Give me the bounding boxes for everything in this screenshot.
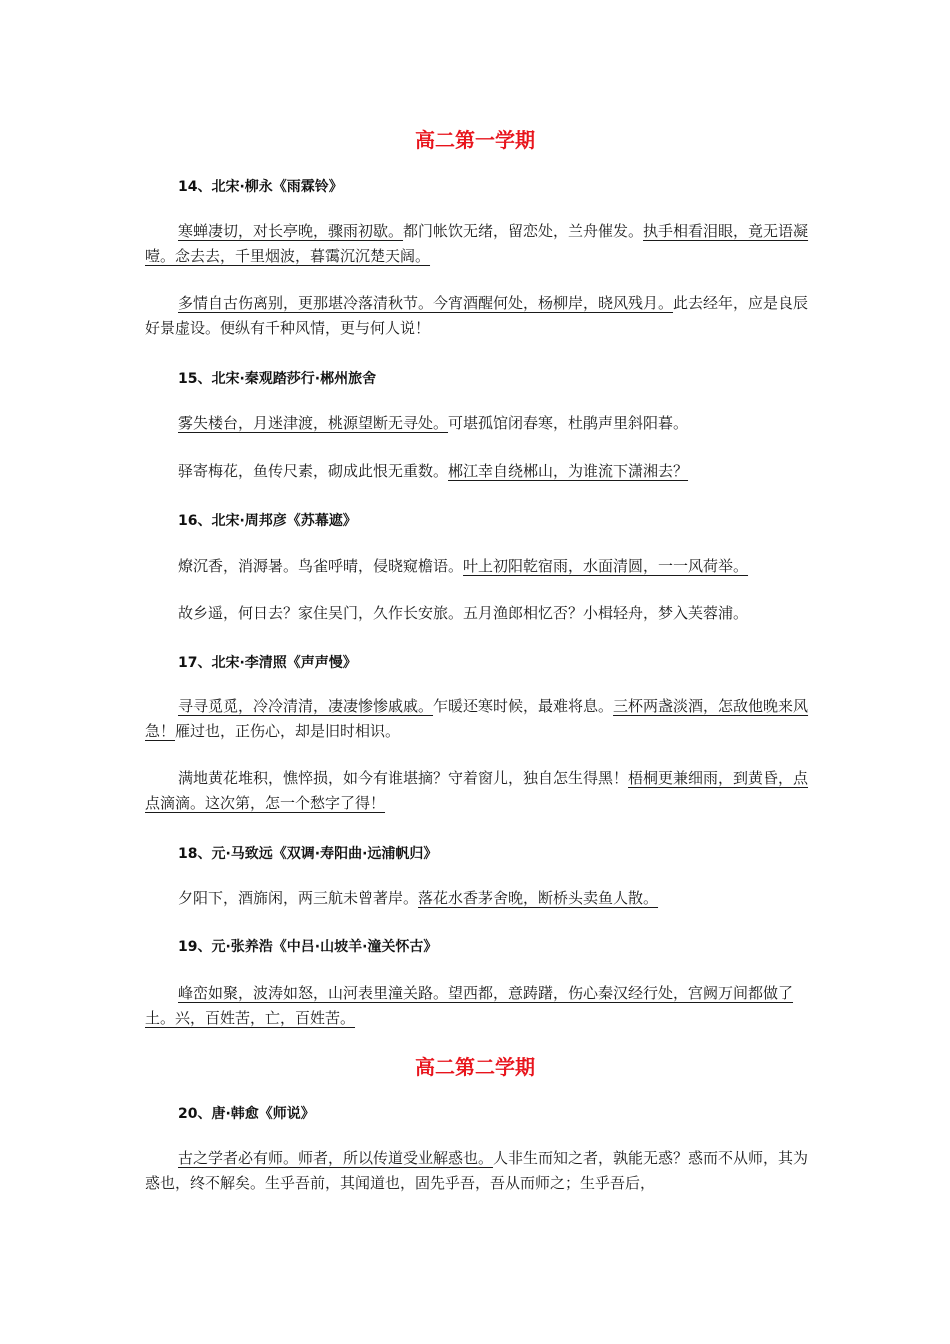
underlined-text: 寒蝉凄切，对长亭晚，骤雨初歇。 [178, 222, 404, 240]
underlined-text: 叶上初阳乾宿雨，水面清圆，一一风荷举。 [463, 557, 749, 575]
underlined-text: 雾失楼台，月迷津渡，桃源望断无寻处。 [178, 414, 449, 432]
poem-18-stanza-1 [145, 886, 810, 911]
underlined-text: 寻寻觅觅，冷冷清清，凄凄惨惨戚戚。 [178, 697, 434, 715]
underlined-text: 郴江幸自绕郴山，为谁流下潇湘去？ [448, 462, 689, 480]
poem-title-16: 16、北宋·周邦彦《苏幕遮》 [178, 513, 357, 529]
plain-text: 可堪孤馆闭春寒，杜鹃声里斜阳暮。 [448, 414, 689, 432]
poem-title-18: 18、元·马致远《双调·寿阳曲·远浦帆归》 [178, 846, 438, 862]
poem-title-14: 14、北宋·柳永《雨霖铃》 [178, 179, 343, 195]
poem-20-stanza-1 [145, 1146, 810, 1196]
underlined-text: 多情自古伤离别，更那堪冷落清秋节。今宵酒醒何处，杨柳岸，晓风残月。 [178, 294, 674, 312]
poem-title-19: 19、元·张养浩《中吕·山坡羊·潼关怀古》 [178, 939, 438, 955]
underlined-text: 古之学者必有师。师者，所以传道受业解惑也。 [178, 1149, 494, 1167]
underlined-text: 梧桐更兼细雨，到黄昏，点点滴滴。这次第，怎一个愁字了得！ [145, 769, 809, 812]
poem-title-17: 17、北宋·李清照《声声慢》 [178, 655, 357, 671]
poem-16-stanza-2 [145, 601, 810, 626]
section-title-semester-1: 高二第一学期 [415, 128, 535, 152]
plain-text: 夕阳下，酒旆闲，两三航未曾著岸。 [178, 889, 419, 907]
plain-text: 满地黄花堆积，憔悴损，如今有谁堪摘？守着窗儿，独自怎生得黑！ [178, 769, 629, 787]
plain-text: 故乡遥，何日去？家住吴门，久作长安旅。五月渔郎相忆否？小楫轻舟，梦入芙蓉浦。 [178, 604, 749, 622]
section-title-semester-2: 高二第二学期 [415, 1055, 535, 1079]
poem-15-stanza-2 [145, 459, 810, 484]
poem-19-stanza-1 [145, 981, 810, 1031]
plain-text: 乍暖还寒时候，最难将息。 [433, 697, 614, 715]
poem-title-15: 15、北宋·秦观踏莎行·郴州旅舍 [178, 371, 377, 387]
poem-15-stanza-1 [145, 411, 810, 436]
plain-text: 燎沉香，消溽暑。鸟雀呼晴，侵晓窥檐语。 [178, 557, 464, 575]
poem-17-stanza-1 [145, 694, 810, 744]
underlined-text: 落花水香茅舍晚，断桥头卖鱼人散。 [418, 889, 659, 907]
poem-title-20: 20、唐·韩愈《师说》 [178, 1106, 315, 1122]
underlined-text: 三杯两盏淡酒，怎敌他晚来风急！ [145, 697, 809, 740]
poem-14-stanza-2 [145, 291, 810, 341]
poem-17-stanza-2 [145, 766, 810, 816]
underlined-text: 执手相看泪眼，竟无语凝噎。念去去，千里烟波，暮霭沉沉楚天阔。 [145, 222, 809, 265]
plain-text: 都门帐饮无绪，留恋处，兰舟催发。 [403, 222, 644, 240]
plain-text: 此去经年，应是良辰好景虚设。便纵有千种风情，更与何人说！ [145, 294, 809, 337]
plain-text: 雁过也，正伤心，却是旧时相识。 [175, 722, 401, 740]
underlined-text: 峰峦如聚，波涛如怒，山河表里潼关路。望西都，意踌躇，伤心秦汉经行处，宫阙万间都做了土。兴，百姓苦，亡，百姓苦。 [145, 984, 794, 1027]
poem-16-stanza-1 [145, 554, 810, 579]
plain-text: 驿寄梅花，鱼传尺素，砌成此恨无重数。 [178, 462, 449, 480]
plain-text: 人非生而知之者，孰能无惑？惑而不从师，其为惑也，终不解矣。生乎吾前，其闻道也，固先乎吾，吾从而师之；生乎吾后， [145, 1149, 809, 1192]
poem-14-stanza-1 [145, 219, 810, 269]
